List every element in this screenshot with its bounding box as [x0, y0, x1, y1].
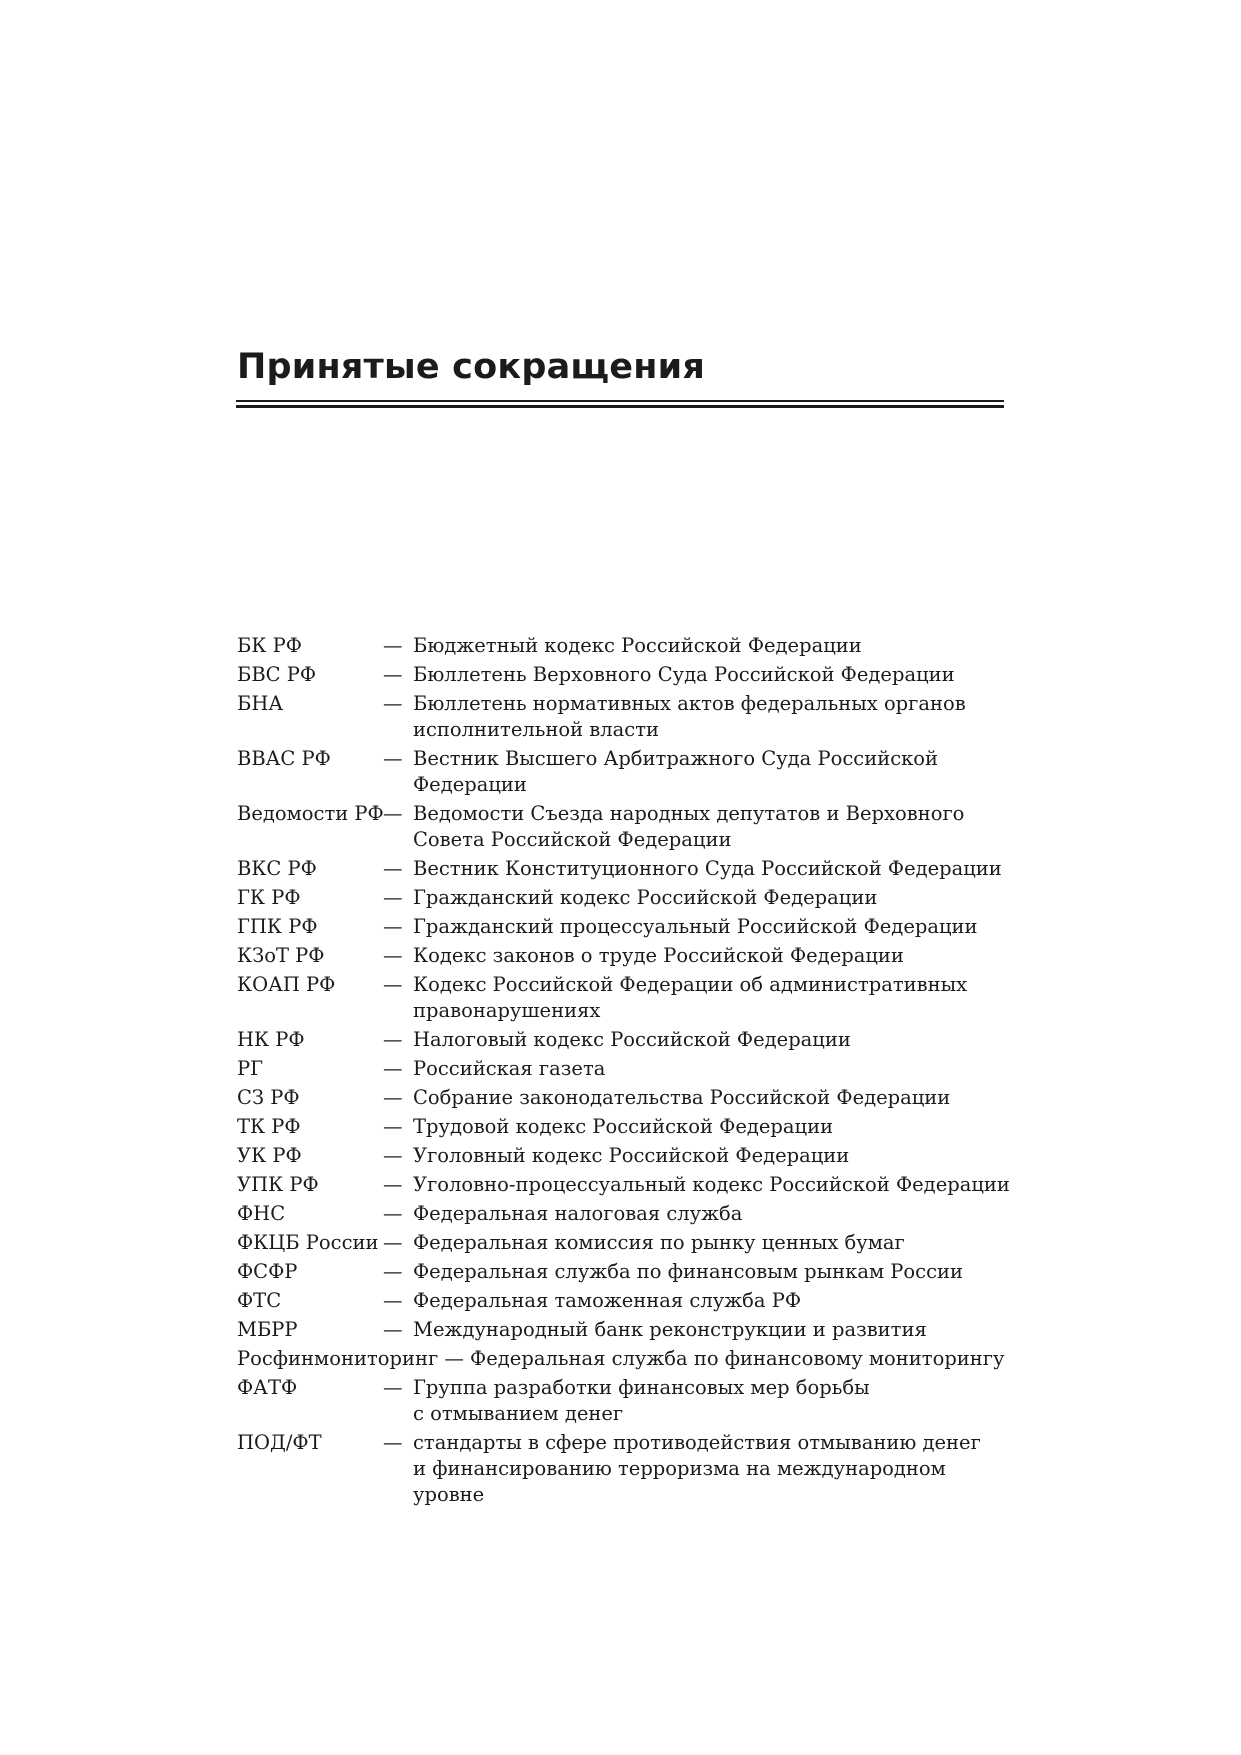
definition: Кодекс Российской Федерации об административных правонарушениях [413, 973, 968, 1022]
definition: стандарты в сфере противодействия отмыванию денег и финансированию терроризма на международном уровне [413, 1431, 981, 1506]
abbreviation: СЗ РФ [237, 1086, 300, 1109]
abbreviation: БВС РФ [237, 663, 317, 686]
list-item [237, 1429, 1017, 1510]
abbreviation: ФКЦБ России [237, 1231, 379, 1254]
abbreviation: ВВАС РФ [237, 747, 331, 770]
abbreviation: РГ [237, 1057, 264, 1080]
abbreviation-full-line: Росфинмониторинг — Федеральная служба по финансовому мониторингу [237, 1347, 1005, 1370]
em-dash: — [383, 692, 403, 715]
abbreviation: КОАП РФ [237, 973, 336, 996]
em-dash: — [383, 1231, 403, 1254]
abbreviation: Ведомости РФ [237, 802, 384, 825]
list-item-full-line [237, 1345, 1017, 1374]
definition: Российская газета [413, 1057, 606, 1080]
em-dash: — [383, 973, 403, 996]
abbreviation-list [237, 632, 1017, 1510]
page-title: Принятые сокращения [237, 347, 706, 387]
definition: Вестник Высшего Арбитражного Суда Российской Федерации [413, 747, 939, 796]
abbreviation: ФНС [237, 1202, 286, 1225]
list-item [237, 1258, 1017, 1287]
abbreviation: ВКС РФ [237, 857, 317, 880]
em-dash: — [383, 886, 403, 909]
definition: Федеральная служба по финансовым рынкам России [413, 1260, 964, 1283]
abbreviation: УПК РФ [237, 1173, 319, 1196]
abbreviation: ФТС [237, 1289, 282, 1312]
definition: Федеральная налоговая служба [413, 1202, 743, 1225]
abbreviation: ТК РФ [237, 1115, 301, 1138]
list-item [237, 1287, 1017, 1316]
em-dash: — [383, 944, 403, 967]
list-item [237, 1171, 1017, 1200]
list-item [237, 1084, 1017, 1113]
list-item [237, 1200, 1017, 1229]
abbreviation: БНА [237, 692, 284, 715]
abbreviation: КЗоТ РФ [237, 944, 325, 967]
title-double-rule [236, 400, 1004, 408]
definition: Ведомости Съезда народных депутатов и Верховного Совета Российской Федерации [413, 802, 965, 851]
em-dash: — [383, 634, 403, 657]
definition: Собрание законодательства Российской Федерации [413, 1086, 951, 1109]
em-dash: — [383, 857, 403, 880]
definition: Международный банк реконструкции и развития [413, 1318, 927, 1341]
definition: Бюллетень Верховного Суда Российской Федерации [413, 663, 955, 686]
definition: Вестник Конституционного Суда Российской Федерации [413, 857, 1002, 880]
em-dash: — [383, 915, 403, 938]
list-item [237, 1055, 1017, 1084]
list-item [237, 1026, 1017, 1055]
abbreviation: НК РФ [237, 1028, 305, 1051]
abbreviation: МБРР [237, 1318, 298, 1341]
definition: Кодекс законов о труде Российской Федерации [413, 944, 904, 967]
abbreviation: ФАТФ [237, 1376, 298, 1399]
em-dash: — [383, 802, 403, 825]
list-item [237, 632, 1017, 661]
abbreviation: БК РФ [237, 634, 302, 657]
list-item [237, 971, 1017, 1026]
list-item [237, 1142, 1017, 1171]
definition: Уголовный кодекс Российской Федерации [413, 1144, 850, 1167]
abbreviation: ГК РФ [237, 886, 301, 909]
list-item [237, 661, 1017, 690]
list-item [237, 942, 1017, 971]
list-item [237, 690, 1017, 745]
definition: Гражданский процессуальный Российской Федерации [413, 915, 978, 938]
definition: Гражданский кодекс Российской Федерации [413, 886, 878, 909]
em-dash: — [383, 1115, 403, 1138]
em-dash: — [383, 1057, 403, 1080]
em-dash: — [383, 1202, 403, 1225]
list-item [237, 1374, 1017, 1429]
em-dash: — [383, 1144, 403, 1167]
abbreviation: ФСФР [237, 1260, 298, 1283]
em-dash: — [383, 1086, 403, 1109]
definition: Трудовой кодекс Российской Федерации [413, 1115, 834, 1138]
definition: Группа разработки финансовых мер борьбы с отмыванием денег [413, 1376, 870, 1425]
em-dash: — [383, 747, 403, 770]
list-item [237, 1229, 1017, 1258]
list-item [237, 745, 1017, 800]
list-item [237, 1316, 1017, 1345]
list-item [237, 800, 1017, 855]
list-item [237, 1113, 1017, 1142]
em-dash: — [383, 1318, 403, 1341]
definition: Налоговый кодекс Российской Федерации [413, 1028, 851, 1051]
definition: Федеральная комиссия по рынку ценных бумаг [413, 1231, 905, 1254]
em-dash: — [383, 1260, 403, 1283]
list-item [237, 913, 1017, 942]
em-dash: — [383, 1376, 403, 1399]
abbreviation: ПОД/ФТ [237, 1431, 322, 1454]
em-dash: — [383, 1028, 403, 1051]
definition: Уголовно-процессуальный кодекс Российской Федерации [413, 1173, 1010, 1196]
abbreviation: УК РФ [237, 1144, 302, 1167]
em-dash: — [383, 1289, 403, 1312]
definition: Бюджетный кодекс Российской Федерации [413, 634, 862, 657]
em-dash: — [383, 1431, 403, 1454]
em-dash: — [383, 1173, 403, 1196]
list-item [237, 855, 1017, 884]
list-item [237, 884, 1017, 913]
em-dash: — [383, 663, 403, 686]
definition: Федеральная таможенная служба РФ [413, 1289, 802, 1312]
abbreviation: ГПК РФ [237, 915, 318, 938]
definition: Бюллетень нормативных актов федеральных органов исполнительной власти [413, 692, 966, 741]
